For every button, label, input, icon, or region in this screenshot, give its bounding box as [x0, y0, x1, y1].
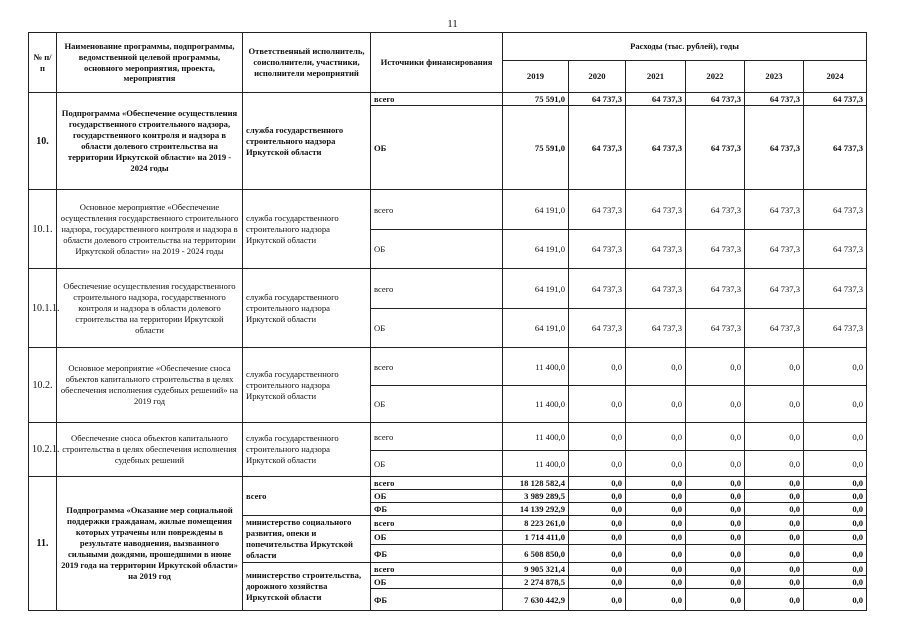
- amount-cell: 64 737,3: [626, 106, 686, 190]
- amount-cell: 1 714 411,0: [503, 530, 569, 545]
- amount-cell: 64 737,3: [569, 309, 626, 348]
- responsible-executor: служба государственного строительного надзора Иркутской области: [243, 348, 371, 423]
- funding-source: всего: [371, 516, 503, 531]
- amount-cell: 0,0: [569, 423, 626, 451]
- amount-cell: 0,0: [686, 545, 745, 563]
- amount-cell: 11 400,0: [503, 386, 569, 423]
- funding-source: всего: [371, 348, 503, 386]
- header-year: 2023: [745, 61, 804, 93]
- amount-cell: 0,0: [626, 451, 686, 477]
- amount-cell: 0,0: [686, 490, 745, 503]
- row-number: 10.1.1.: [29, 269, 57, 348]
- amount-cell: 0,0: [569, 477, 626, 490]
- amount-cell: 0,0: [686, 530, 745, 545]
- amount-cell: 11 400,0: [503, 423, 569, 451]
- amount-cell: 0,0: [569, 516, 626, 531]
- amount-cell: 0,0: [686, 423, 745, 451]
- amount-cell: 0,0: [686, 516, 745, 531]
- amount-cell: 64 737,3: [569, 190, 626, 230]
- responsible-executor: служба государственного строительного надзора Иркутской области: [243, 93, 371, 190]
- funding-source: ОБ: [371, 576, 503, 589]
- amount-cell: 0,0: [804, 451, 867, 477]
- program-name: Подпрограмма «Оказание мер социальной поддержки гражданам, жилые помещения которых утрачены или повреждены в результате наводнения, вызванного сильными дождями, прошедшими в июне 2019 года на территории Иркутской области» на 2019 год: [57, 477, 243, 611]
- amount-cell: 0,0: [626, 423, 686, 451]
- amount-cell: 64 737,3: [686, 106, 745, 190]
- amount-cell: 0,0: [745, 530, 804, 545]
- amount-cell: 3 989 289,5: [503, 490, 569, 503]
- activity-name: Обеспечение осуществления государственного строительного надзора, государственного контроля и надзора в области долевого строительства на территории Иркутской области: [57, 269, 243, 348]
- amount-cell: 0,0: [626, 386, 686, 423]
- page-number: 11: [447, 18, 458, 30]
- activity-name: Обеспечение сноса объектов капитального строительства в целях обеспечения исполнения судебных решений: [57, 423, 243, 477]
- amount-cell: 64 737,3: [804, 93, 867, 106]
- amount-cell: 64 737,3: [804, 230, 867, 269]
- amount-cell: 64 737,3: [569, 230, 626, 269]
- amount-cell: 64 737,3: [686, 269, 745, 309]
- amount-cell: 64 737,3: [686, 190, 745, 230]
- amount-cell: 0,0: [686, 576, 745, 589]
- amount-cell: 75 591,0: [503, 106, 569, 190]
- amount-cell: 0,0: [804, 503, 867, 516]
- table-row: [29, 190, 867, 230]
- table-row: [29, 423, 867, 451]
- amount-cell: 7 630 442,9: [503, 589, 569, 611]
- amount-cell: 64 737,3: [626, 309, 686, 348]
- amount-cell: 0,0: [745, 545, 804, 563]
- header-year: 2021: [626, 61, 686, 93]
- amount-cell: 0,0: [745, 589, 804, 611]
- amount-cell: 0,0: [745, 386, 804, 423]
- amount-cell: 64 737,3: [686, 309, 745, 348]
- amount-cell: 0,0: [745, 563, 804, 576]
- amount-cell: 0,0: [745, 503, 804, 516]
- responsible-executor: министерство социального развития, опеки и попечительства Иркутской области: [243, 516, 371, 563]
- funding-source: ОБ: [371, 106, 503, 190]
- amount-cell: 0,0: [804, 348, 867, 386]
- amount-cell: 0,0: [626, 576, 686, 589]
- amount-cell: 2 274 878,5: [503, 576, 569, 589]
- header-year: 2022: [686, 61, 745, 93]
- amount-cell: 64 737,3: [686, 93, 745, 106]
- activity-name: Основное мероприятие «Обеспечение сноса объектов капитального строительства в целях обеспечения исполнения судебных решений» на 2019 год: [57, 348, 243, 423]
- header-source: Источники финансирования: [371, 33, 503, 93]
- amount-cell: 64 737,3: [569, 93, 626, 106]
- row-number: 10.2.1.: [29, 423, 57, 477]
- amount-cell: 0,0: [569, 530, 626, 545]
- amount-cell: 0,0: [745, 576, 804, 589]
- amount-cell: 11 400,0: [503, 348, 569, 386]
- responsible-executor: министерство строительства, дорожного хозяйства Иркутской области: [243, 563, 371, 611]
- amount-cell: 0,0: [804, 423, 867, 451]
- program-name: Подпрограмма «Обеспечение осуществления государственного строительного надзора, государственного контроля и надзора в области долевого строительства на территории Иркутской области» на 2019 - 2024 годы: [57, 93, 243, 190]
- row-number: 10.: [29, 93, 57, 190]
- funding-source: ОБ: [371, 451, 503, 477]
- amount-cell: 0,0: [569, 545, 626, 563]
- amount-cell: 0,0: [804, 563, 867, 576]
- amount-cell: 8 223 261,0: [503, 516, 569, 531]
- amount-cell: 0,0: [569, 451, 626, 477]
- header-year: 2019: [503, 61, 569, 93]
- amount-cell: 0,0: [569, 576, 626, 589]
- funding-source: всего: [371, 423, 503, 451]
- amount-cell: 14 139 292,9: [503, 503, 569, 516]
- amount-cell: 64 737,3: [745, 190, 804, 230]
- amount-cell: 0,0: [804, 589, 867, 611]
- activity-name: Основное мероприятие «Обеспечение осуществления государственного строительного надзора, государственного контроля и надзора в области долевого строительства на территории Иркутской области» на 2019 - 2024 годы: [57, 190, 243, 269]
- table-row: [29, 93, 867, 106]
- amount-cell: 64 737,3: [626, 93, 686, 106]
- amount-cell: 0,0: [686, 451, 745, 477]
- amount-cell: 0,0: [569, 589, 626, 611]
- funding-source: ФБ: [371, 545, 503, 563]
- amount-cell: 75 591,0: [503, 93, 569, 106]
- header-year: 2024: [804, 61, 867, 93]
- responsible-executor: всего: [243, 477, 371, 516]
- amount-cell: 0,0: [626, 530, 686, 545]
- amount-cell: 64 737,3: [686, 230, 745, 269]
- responsible-executor: служба государственного строительного надзора Иркутской области: [243, 190, 371, 269]
- amount-cell: 0,0: [686, 348, 745, 386]
- amount-cell: 0,0: [745, 451, 804, 477]
- funding-source: всего: [371, 563, 503, 576]
- amount-cell: 18 128 582,4: [503, 477, 569, 490]
- amount-cell: 64 737,3: [804, 269, 867, 309]
- table-row: [29, 348, 867, 386]
- amount-cell: 0,0: [804, 516, 867, 531]
- header-year: 2020: [569, 61, 626, 93]
- amount-cell: 0,0: [804, 477, 867, 490]
- header-responsible: Ответственный исполнитель, соисполнители, участники, исполнители мероприятий: [243, 33, 371, 93]
- amount-cell: 0,0: [686, 563, 745, 576]
- amount-cell: 0,0: [626, 348, 686, 386]
- amount-cell: 0,0: [569, 490, 626, 503]
- row-number: 10.1.: [29, 190, 57, 269]
- amount-cell: 0,0: [626, 589, 686, 611]
- responsible-executor: служба государственного строительного надзора Иркутской области: [243, 269, 371, 348]
- amount-cell: 0,0: [804, 490, 867, 503]
- funding-source: всего: [371, 269, 503, 309]
- amount-cell: 0,0: [745, 477, 804, 490]
- row-number: 11.: [29, 477, 57, 611]
- budget-table: [28, 32, 867, 611]
- amount-cell: 0,0: [686, 386, 745, 423]
- amount-cell: 64 191,0: [503, 230, 569, 269]
- amount-cell: 0,0: [804, 576, 867, 589]
- amount-cell: 0,0: [626, 563, 686, 576]
- amount-cell: 64 737,3: [626, 269, 686, 309]
- funding-source: ОБ: [371, 530, 503, 545]
- amount-cell: 64 737,3: [569, 106, 626, 190]
- header-row: [29, 33, 867, 61]
- table-row: [29, 477, 867, 490]
- amount-cell: 64 191,0: [503, 309, 569, 348]
- amount-cell: 64 737,3: [804, 309, 867, 348]
- amount-cell: 0,0: [686, 503, 745, 516]
- header-expenses: Расходы (тыс. рублей), годы: [503, 33, 867, 61]
- amount-cell: 64 191,0: [503, 269, 569, 309]
- funding-source: ОБ: [371, 386, 503, 423]
- amount-cell: 0,0: [626, 545, 686, 563]
- amount-cell: 64 737,3: [745, 106, 804, 190]
- amount-cell: 64 737,3: [626, 190, 686, 230]
- funding-source: всего: [371, 93, 503, 106]
- responsible-executor: служба государственного строительного надзора Иркутской области: [243, 423, 371, 477]
- funding-source: всего: [371, 190, 503, 230]
- header-name: Наименование программы, подпрограммы, ведомственной целевой программы, основного мероприятия, проекта, мероприятия: [57, 33, 243, 93]
- amount-cell: 9 905 321,4: [503, 563, 569, 576]
- amount-cell: 64 737,3: [745, 309, 804, 348]
- amount-cell: 0,0: [745, 423, 804, 451]
- funding-source: ОБ: [371, 309, 503, 348]
- amount-cell: 64 191,0: [503, 190, 569, 230]
- funding-source: всего: [371, 477, 503, 490]
- amount-cell: 64 737,3: [745, 93, 804, 106]
- amount-cell: 0,0: [626, 477, 686, 490]
- amount-cell: 0,0: [745, 490, 804, 503]
- amount-cell: 0,0: [686, 477, 745, 490]
- amount-cell: 0,0: [626, 516, 686, 531]
- table-row: [29, 269, 867, 309]
- amount-cell: 0,0: [569, 503, 626, 516]
- amount-cell: 0,0: [804, 530, 867, 545]
- amount-cell: 0,0: [626, 503, 686, 516]
- funding-source: ФБ: [371, 589, 503, 611]
- amount-cell: 0,0: [745, 516, 804, 531]
- amount-cell: 0,0: [569, 563, 626, 576]
- amount-cell: 0,0: [569, 386, 626, 423]
- amount-cell: 11 400,0: [503, 451, 569, 477]
- amount-cell: 64 737,3: [745, 230, 804, 269]
- amount-cell: 0,0: [569, 348, 626, 386]
- amount-cell: 6 508 850,0: [503, 545, 569, 563]
- amount-cell: 64 737,3: [569, 269, 626, 309]
- amount-cell: 0,0: [626, 490, 686, 503]
- funding-source: ОБ: [371, 230, 503, 269]
- amount-cell: 0,0: [686, 589, 745, 611]
- amount-cell: 0,0: [804, 386, 867, 423]
- row-number: 10.2.: [29, 348, 57, 423]
- amount-cell: 64 737,3: [804, 106, 867, 190]
- amount-cell: 64 737,3: [626, 230, 686, 269]
- amount-cell: 0,0: [804, 545, 867, 563]
- funding-source: ОБ: [371, 490, 503, 503]
- amount-cell: 64 737,3: [745, 269, 804, 309]
- amount-cell: 0,0: [745, 348, 804, 386]
- header-num: № п/п: [29, 33, 57, 93]
- funding-source: ФБ: [371, 503, 503, 516]
- amount-cell: 64 737,3: [804, 190, 867, 230]
